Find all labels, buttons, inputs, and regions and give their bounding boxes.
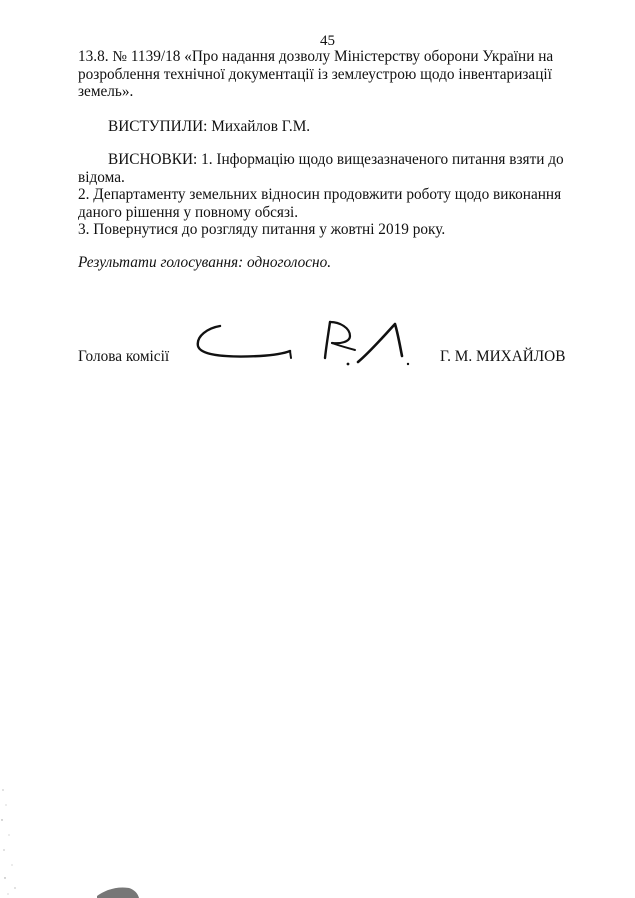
speakers-line: ВИСТУПИЛИ: Михайлов Г.М. — [108, 117, 311, 135]
voting-result: Результати голосування: одноголосно. — [78, 253, 332, 271]
agenda-item-line-1: 13.8. № 1139/18 «Про надання дозволу Міністерству оборони України на — [78, 48, 554, 65]
agenda-item-line-2: розроблення технічної документації із землеустрою щодо інвентаризації — [78, 65, 552, 83]
document-body — [78, 48, 584, 271]
scan-edge-noise — [0, 780, 40, 898]
signatory-title: Голова комісії — [78, 348, 170, 365]
conclusion-1-line-1: ВИСНОВКИ: 1. Інформацію щодо вищезазначеного питання взяти до — [108, 151, 564, 168]
signatory-name: Г. М. МИХАЙЛОВ — [440, 348, 566, 365]
handwritten-signature — [190, 318, 430, 378]
agenda-item — [78, 48, 584, 101]
conclusion-2-line-2: даного рішення у повному обсязі. — [78, 203, 299, 221]
conclusions — [78, 151, 584, 239]
conclusion-1-line-2: відома. — [78, 168, 125, 186]
conclusion-3: 3. Повернутися до розгляду питання у жовтні 2019 року. — [78, 221, 446, 238]
page-number: 45 — [320, 33, 335, 49]
scan-artifact-mark — [95, 880, 140, 898]
agenda-item-line-3: земель». — [78, 83, 134, 100]
conclusion-2-line-1: 2. Департаменту земельних відносин продовжити роботу щодо виконання — [78, 186, 562, 203]
